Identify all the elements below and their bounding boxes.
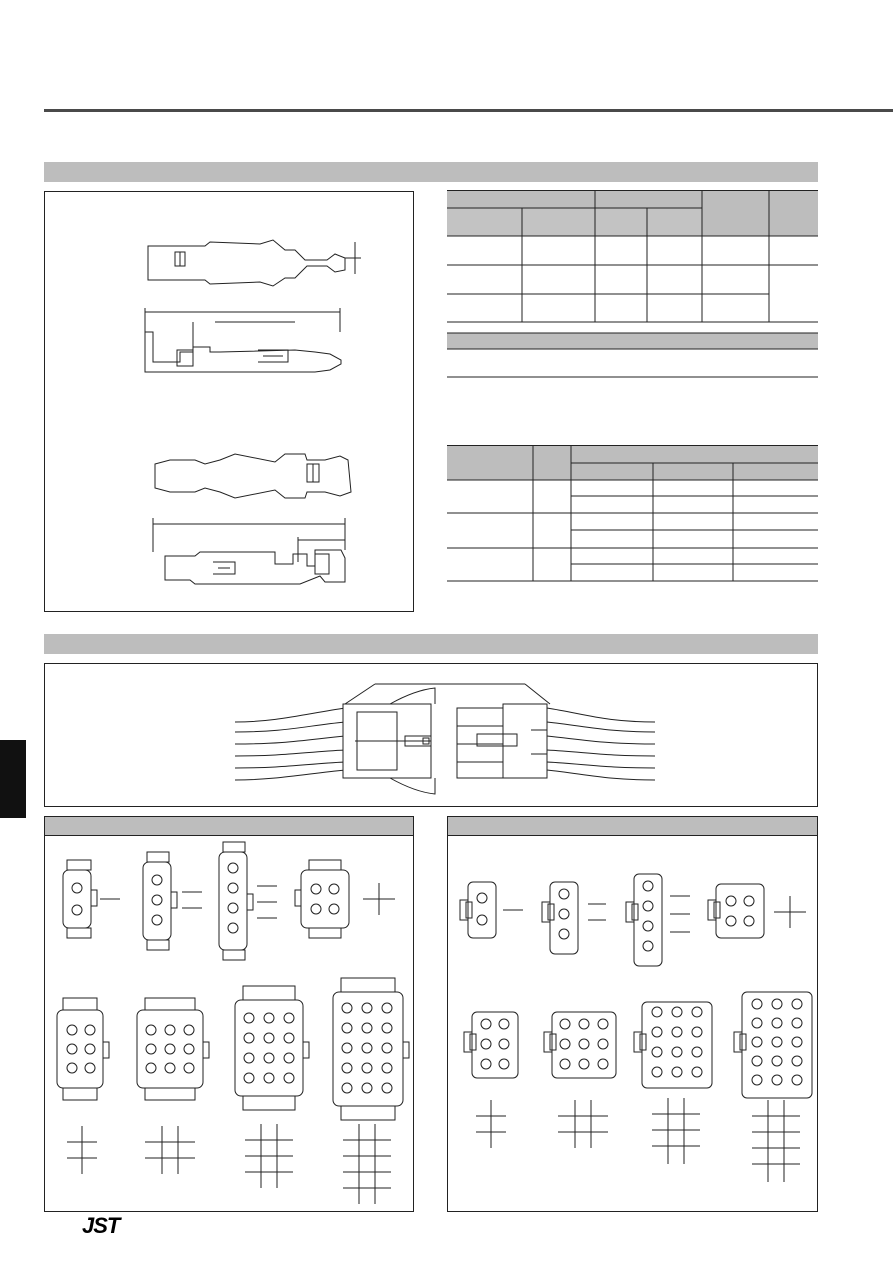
receptacle-15-circuit: [333, 978, 409, 1204]
plug-6-circuit: [464, 1012, 518, 1148]
female-socket-top-view: [153, 518, 345, 584]
contact-drawing-box: [44, 191, 414, 612]
plug-housing-drawings: [448, 836, 819, 1212]
plug-9-circuit: [544, 1012, 616, 1148]
section-bar-receptacle-housing: [44, 816, 414, 836]
female-socket-side-view: [155, 454, 351, 498]
receptacle-9-circuit: [137, 998, 209, 1174]
plug-housing-box: [447, 836, 818, 1212]
section-bar-plug-housing: [447, 816, 818, 836]
section-bar-connectors: [44, 634, 818, 654]
receptacle-4-circuit-2row: [295, 860, 395, 938]
plug-12-circuit: [634, 1002, 712, 1164]
plug-15-circuit: [734, 992, 812, 1182]
plug-2-circuit: [460, 882, 523, 938]
mated-connector-box: [44, 663, 818, 807]
receptacle-12-circuit: [235, 986, 309, 1188]
male-pin-top-view: [145, 308, 341, 372]
header-rule: [44, 109, 893, 112]
receptacle-4-circuit: [219, 842, 277, 960]
plug-4-circuit-2row: [708, 884, 806, 938]
plug-3-circuit: [542, 882, 606, 954]
male-pin-side-view: [148, 240, 361, 286]
receptacle-2-circuit: [63, 860, 120, 938]
mated-connector-drawing: [45, 664, 819, 808]
receptacle-housing-drawings: [45, 836, 415, 1212]
section-bar-contacts: [44, 162, 818, 182]
side-index-tab: [0, 740, 26, 818]
wire-table: [447, 445, 819, 585]
jst-logo: JST: [82, 1213, 120, 1238]
receptacle-6-circuit: [57, 998, 109, 1174]
receptacle-3-circuit: [143, 852, 202, 950]
plug-4-circuit: [626, 874, 690, 966]
spec-table: [447, 190, 819, 380]
contact-drawings: [45, 192, 415, 613]
receptacle-housing-box: [44, 836, 414, 1212]
